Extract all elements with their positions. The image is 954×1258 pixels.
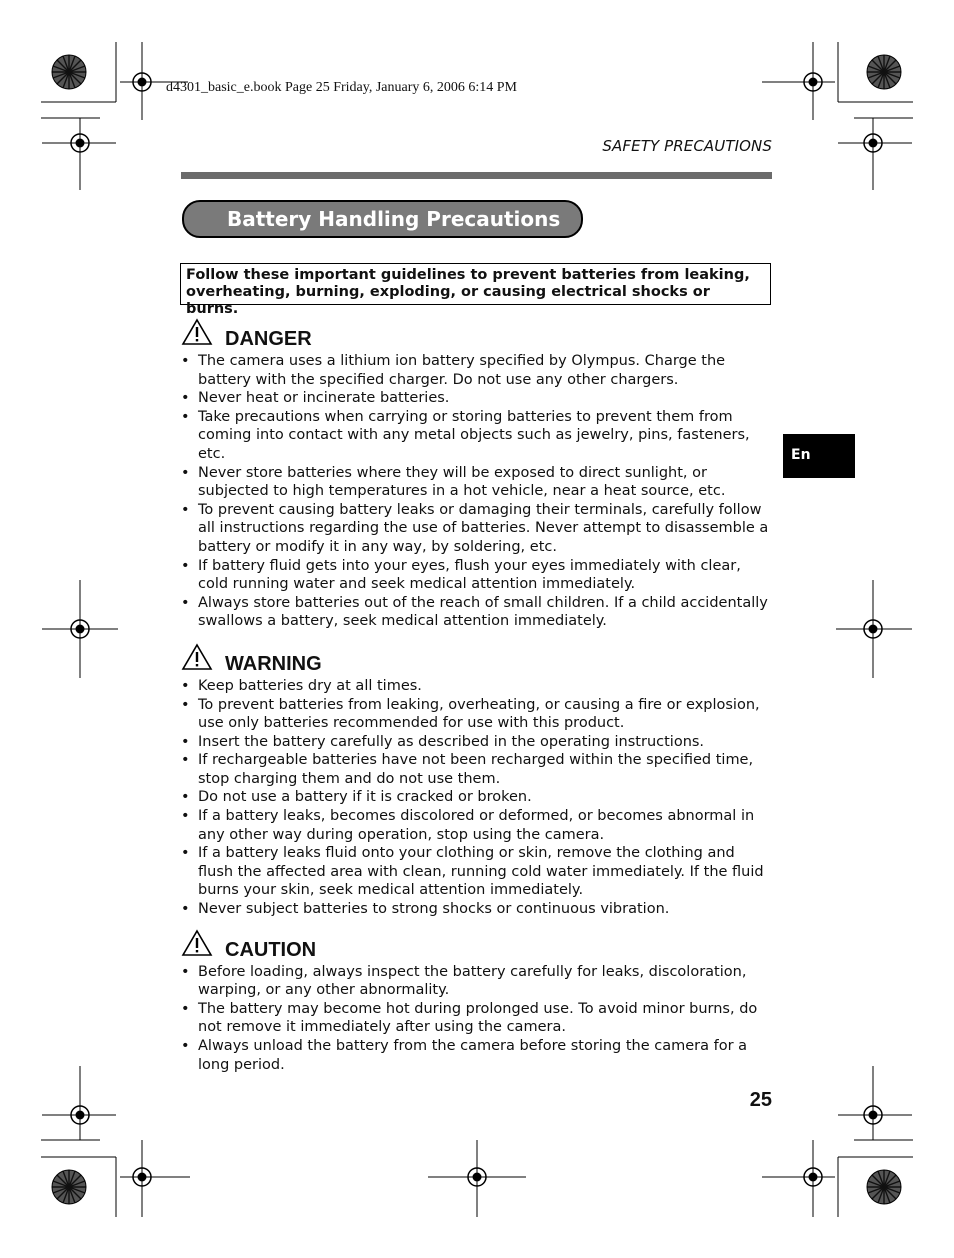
print-info-line: d4301_basic_e.book Page 25 Friday, January 6, 2006 6:14 PM <box>166 80 517 95</box>
page-title: Battery Handling Precautions <box>182 200 583 238</box>
caution-heading <box>181 927 773 961</box>
danger-list <box>181 352 773 631</box>
page-number: 25 <box>749 1089 772 1111</box>
list-item: • Take precautions when carrying or storing batteries to prevent them from coming into contact with any metal objects such as jewelry, pins, fasteners, etc. <box>181 408 773 464</box>
list-item: • To prevent causing battery leaks or damaging their terminals, carefully follow all instructions regarding the use of batteries. Never attempt to disassemble a battery or modify it in any way, by soldering, etc. <box>181 501 773 557</box>
caution-list <box>181 963 773 1075</box>
intro-box: Follow these important guidelines to prevent batteries from leaking, overheating, burning, exploding, or causing electrical shocks or burns. <box>180 263 771 305</box>
list-item: • Never heat or incinerate batteries. <box>181 389 773 408</box>
color-bar-bottom-right-icon <box>867 1170 901 1204</box>
list-item: • The camera uses a lithium ion battery specified by Olympus. Charge the battery with the specified charger. Do not use any other chargers. <box>181 352 773 389</box>
list-item: • Always unload the battery from the camera before storing the camera for a long period. <box>181 1037 773 1074</box>
list-item: • If a battery leaks, becomes discolored or deformed, or becomes abnormal in any other way during operation, stop using the camera. <box>181 807 773 844</box>
list-item: • Do not use a battery if it is cracked or broken. <box>181 788 773 807</box>
color-bar-top-left-icon <box>52 55 86 89</box>
list-item: • If a battery leaks fluid onto your clothing or skin, remove the clothing and flush the affected area with clean, running cold water immediately. If the fluid burns your skin, seek medical attention immediately. <box>181 844 773 900</box>
list-item: • If rechargeable batteries have not been recharged within the specified time, stop charging them and do not use them. <box>181 751 773 788</box>
list-item: • Never store batteries where they will be exposed to direct sunlight, or subjected to high temperatures in a hot vehicle, near a heat source, etc. <box>181 464 773 501</box>
color-bar-top-right-icon <box>867 55 901 89</box>
precautions-content <box>181 316 773 1074</box>
color-bar-bottom-left-icon <box>52 1170 86 1204</box>
language-tab: En <box>783 434 855 478</box>
warning-heading-text: WARNING <box>225 652 322 675</box>
warning-triangle-icon <box>181 318 213 346</box>
warning-triangle-icon <box>181 643 213 671</box>
list-item: • The battery may become hot during prolonged use. To avoid minor burns, do not remove it immediately after using the camera. <box>181 1000 773 1037</box>
list-item: • Before loading, always inspect the battery carefully for leaks, discoloration, warping, or any other abnormality. <box>181 963 773 1000</box>
warning-triangle-icon <box>181 929 213 957</box>
warning-list <box>181 677 773 919</box>
list-item: • Keep batteries dry at all times. <box>181 677 773 696</box>
danger-heading-text: DANGER <box>225 328 312 350</box>
list-item: • To prevent batteries from leaking, overheating, or causing a fire or explosion, use only batteries recommended for use with this product. <box>181 696 773 733</box>
list-item: • Insert the battery carefully as described in the operating instructions. <box>181 733 773 752</box>
section-label: SAFETY PRECAUTIONS <box>602 137 772 155</box>
warning-heading <box>181 641 773 675</box>
list-item: • Always store batteries out of the reach of small children. If a child accidentally swallows a battery, seek medical attention immediately. <box>181 594 773 631</box>
danger-heading <box>181 316 773 350</box>
list-item: • If battery fluid gets into your eyes, flush your eyes immediately with clear, cold running water and seek medical attention immediately. <box>181 557 773 594</box>
header-rule <box>181 172 772 179</box>
list-item: • Never subject batteries to strong shocks or continuous vibration. <box>181 900 773 919</box>
caution-heading-text: CAUTION <box>225 938 317 961</box>
